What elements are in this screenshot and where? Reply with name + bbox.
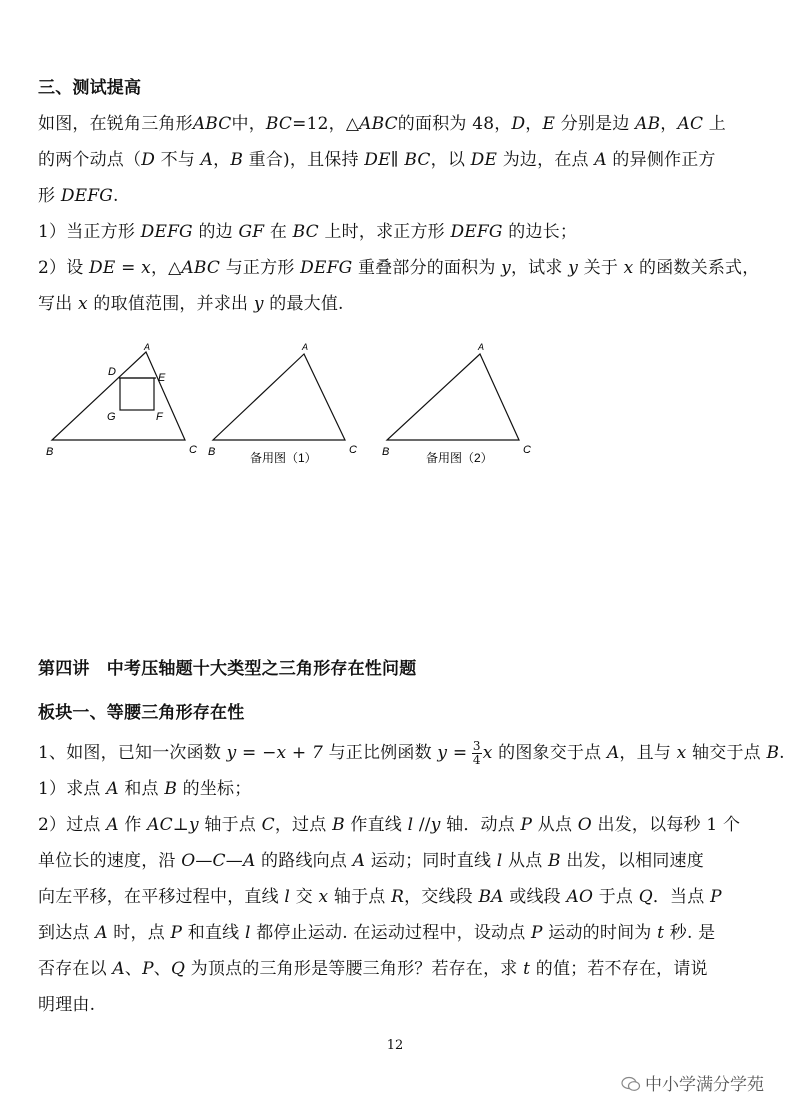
- square-defg: [120, 378, 154, 410]
- text-line: 2）过点 A 作 AC⊥y 轴于点 C，过点 B 作直线 l //y 轴．动点 P 从点 O 出发，以每秒 1 个: [38, 815, 741, 835]
- label-C: C: [523, 444, 531, 456]
- label-A: A: [478, 342, 485, 352]
- text-line: 1）求点 A 和点 B 的坐标；: [38, 779, 252, 799]
- label-B: B: [382, 446, 390, 458]
- section-test-improve: [38, 70, 758, 322]
- block-title: 板块一、等腰三角形存在性: [38, 703, 245, 723]
- text-line: 如图，在锐角三角形ABC中，BC=12，△ABC的面积为 48，D，E 分别是边 AB，AC 上: [38, 114, 726, 134]
- text-line: 1）当正方形 DEFG 的边 GF 在 BC 上时，求正方形 DEFG 的边长；: [38, 222, 578, 242]
- label-B: B: [208, 446, 216, 458]
- spare-figure-1: [208, 342, 357, 465]
- label-F: F: [156, 411, 163, 423]
- label-B: B: [46, 446, 54, 458]
- page-number: 12: [386, 1038, 404, 1053]
- label-C: C: [349, 444, 357, 456]
- label-D: D: [108, 366, 116, 378]
- caption: 备用图（2）: [426, 451, 493, 465]
- text-line: 向左平移，在平移过程中，直线 l 交 x 轴于点 R，交线段 BA 或线段 AO 于点 Q．当点 P: [38, 887, 722, 907]
- label-E: E: [158, 372, 166, 384]
- section-title: 三、测试提高: [38, 78, 142, 98]
- lecture-title: 第四讲 中考压轴题十大类型之三角形存在性问题: [38, 659, 417, 679]
- text-line: 形 DEFG.: [38, 186, 119, 206]
- label-G: G: [107, 411, 116, 423]
- section-body: [38, 106, 758, 322]
- text-line: 明理由.: [38, 995, 96, 1015]
- text-line: 到达点 A 时，点 P 和直线 l 都停止运动. 在运动过程中，设动点 P 运动的时间为 t 秒. 是: [38, 923, 716, 943]
- wechat-icon: [621, 1076, 641, 1092]
- watermark: 中小学满分学苑: [621, 1070, 764, 1095]
- spare-figure-2: [382, 342, 531, 465]
- figure-row: [0, 330, 790, 480]
- text-line: 单位长的速度，沿 O—C—A 的路线向点 A 运动；同时直线 l 从点 B 出发，以相同速度: [38, 851, 704, 871]
- main-figure: [46, 342, 197, 458]
- fraction-3-4: $\frac{3}{4}$: [472, 739, 481, 767]
- text-line: 写出 x 的取值范围，并求出 y 的最大值.: [38, 294, 344, 314]
- question-1-stem: 1、如图，已知一次函数 y = −x + 7 与正比例函数 y = $\frac{3}{4}$ x 的图象交于点 A，且与 x 轴交于点 B.: [38, 739, 785, 767]
- caption: 备用图（1）: [250, 451, 317, 465]
- label-C: C: [189, 444, 197, 456]
- text-line: 的两个动点（D 不与 A，B 重合)，且保持 DE∥ BC，以 DE 为边，在点 A 的异侧作正方: [38, 150, 716, 170]
- text-line: 2）设 DE = x，△ABC 与正方形 DEFG 重叠部分的面积为 y，试求 y 关于 x 的函数关系式，: [38, 258, 760, 278]
- question-1-body: [38, 771, 758, 1023]
- label-A: A: [144, 342, 151, 352]
- lecture-four: [38, 651, 785, 1023]
- label-A: A: [302, 342, 309, 352]
- text-line: 否存在以 A、P、Q 为顶点的三角形是等腰三角形？若存在，求 t 的值；若不存在，请说: [38, 959, 708, 979]
